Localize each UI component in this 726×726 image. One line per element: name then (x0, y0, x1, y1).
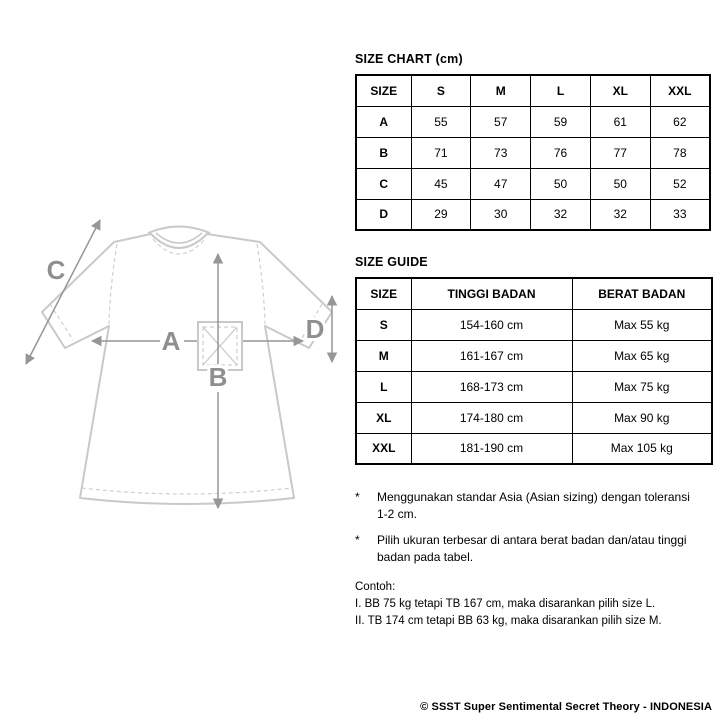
size-guide-table (355, 277, 713, 465)
col-header-m: M (471, 75, 531, 106)
col-header-s: S (411, 75, 471, 106)
cell: 71 (411, 137, 471, 168)
row-label: S (356, 309, 411, 340)
collar-back-arc (148, 227, 210, 234)
size-chart-row-d (356, 199, 710, 230)
cell-weight: Max 75 kg (572, 371, 712, 402)
col-header-height: TINGGI BADAN (411, 278, 572, 309)
cell: 57 (471, 106, 531, 137)
tshirt-diagram-svg (14, 212, 358, 534)
col-header-size: SIZE (356, 278, 411, 309)
row-label: A (356, 106, 411, 137)
row-label: XL (356, 402, 411, 433)
col-header-xl: XL (590, 75, 650, 106)
tshirt-measurement-diagram (14, 212, 358, 534)
cell: 50 (531, 168, 591, 199)
size-guide-row-l (356, 371, 712, 402)
cell: 73 (471, 137, 531, 168)
contoh-heading: Contoh: (355, 580, 396, 593)
cell: 50 (590, 168, 650, 199)
col-header-size: SIZE (356, 75, 411, 106)
cell: 47 (471, 168, 531, 199)
cell: 52 (650, 168, 710, 199)
row-label: C (356, 168, 411, 199)
size-guide-row-s (356, 309, 712, 340)
cell: 32 (531, 199, 591, 230)
note-text: Menggunakan standar Asia (Asian sizing) dengan toleransi 1-2 cm. (377, 490, 690, 522)
cell: 29 (411, 199, 471, 230)
cell-height: 174-180 cm (411, 402, 572, 433)
cell: 32 (590, 199, 650, 230)
col-header-weight: BERAT BADAN (572, 278, 712, 309)
size-chart-row-b (356, 137, 710, 168)
measure-label-d: D (305, 314, 325, 344)
size-chart-heading: SIZE CHART (cm) (355, 52, 463, 66)
row-label: XXL (356, 433, 411, 464)
cell: 61 (590, 106, 650, 137)
size-chart-row-a (356, 106, 710, 137)
cell: 30 (471, 199, 531, 230)
cell: 62 (650, 106, 710, 137)
size-guide-row-m (356, 340, 712, 371)
note-marker: * (355, 490, 360, 504)
col-header-l: L (531, 75, 591, 106)
size-guide-heading: SIZE GUIDE (355, 255, 428, 269)
cell-weight: Max 55 kg (572, 309, 712, 340)
cell: 55 (411, 106, 471, 137)
cell: 77 (590, 137, 650, 168)
cell: 59 (531, 106, 591, 137)
row-label: L (356, 371, 411, 402)
sizing-notes (355, 489, 711, 567)
cell: 45 (411, 168, 471, 199)
cell: 33 (650, 199, 710, 230)
contoh-example-1: I. BB 75 kg tetapi TB 167 cm, maka disarankan pilih size L. (355, 597, 656, 610)
note-marker: * (355, 532, 360, 547)
cell-height: 181-190 cm (411, 433, 572, 464)
cell-weight: Max 65 kg (572, 340, 712, 371)
contoh-example-2: II. TB 174 cm tetapi BB 63 kg, maka disarankan pilih size M. (355, 615, 662, 628)
cell-height: 161-167 cm (411, 340, 572, 371)
cell: 76 (531, 137, 591, 168)
size-chart-header-row (356, 75, 710, 106)
cell-height: 168-173 cm (411, 371, 572, 402)
measure-label-c: C (46, 255, 66, 285)
row-label: B (356, 137, 411, 168)
size-guide-row-xxl (356, 433, 712, 464)
size-chart-row-c (356, 168, 710, 199)
measure-label-b: B (208, 362, 228, 392)
row-label: M (356, 340, 411, 371)
brand-copyright: © SSST Super Sentimental Secret Theory - INDONESIA (420, 701, 712, 713)
size-info-panel (355, 52, 711, 630)
size-guide-header-row (356, 278, 712, 309)
row-label: D (356, 199, 411, 230)
cell-weight: Max 90 kg (572, 402, 712, 433)
col-header-xxl: XXL (650, 75, 710, 106)
cell: 78 (650, 137, 710, 168)
note-item (355, 489, 711, 524)
size-chart-table (355, 74, 711, 231)
tshirt-outline (42, 234, 332, 504)
collar-inner-arc (156, 233, 202, 243)
cell-height: 154-160 cm (411, 309, 572, 340)
contoh-section (355, 579, 711, 631)
cell-weight: Max 105 kg (572, 433, 712, 464)
measure-label-a: A (161, 326, 181, 356)
size-guide-row-xl (356, 402, 712, 433)
note-text: Pilih ukuran terbesar di antara berat badan dan/atau tinggi badan pada tabel. (377, 532, 687, 565)
note-item (355, 532, 711, 567)
